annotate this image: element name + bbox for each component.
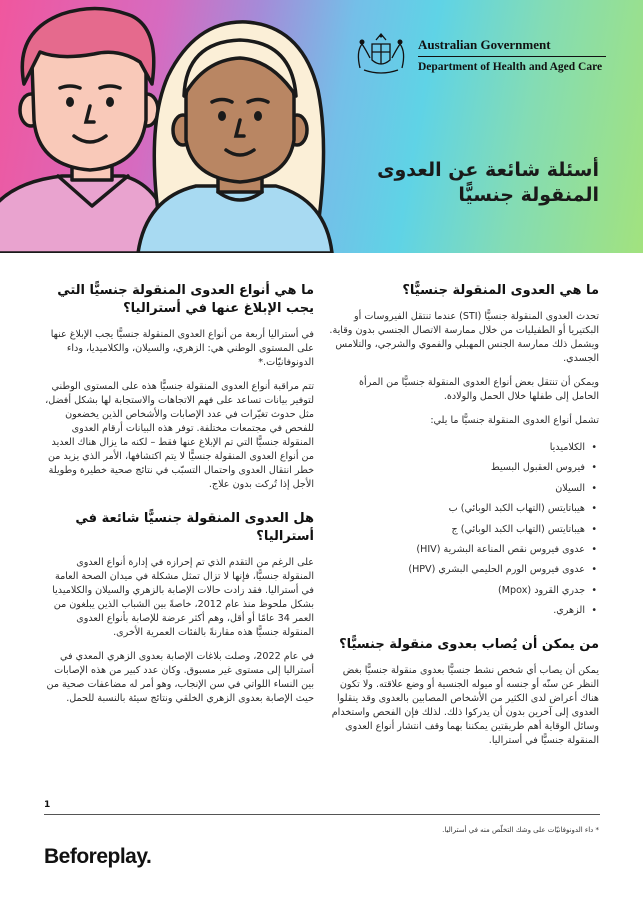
list-item: • هيباتايتس (التهاب الكبد الوبائي) ج	[329, 520, 585, 540]
people-illustration	[0, 0, 340, 253]
spacer	[44, 502, 314, 510]
government-name: Australian Government	[418, 37, 551, 52]
heading-notifiable-sti: ما هي أنواع العدوى المنقولة جنسيًّا التي يجب الإبلاغ عنها في أستراليا؟	[57, 283, 314, 316]
list-item: • عدوى فيروس نقص المناعة البشرية (HIV)	[329, 540, 585, 560]
coat-of-arms-icon	[352, 30, 410, 80]
heading-what-is-sti: ما هي العدوى المنقولة جنسيًّا؟	[402, 283, 599, 298]
brand-logo: Beforeplay.	[44, 845, 152, 868]
list-item: • هيباتايتس (التهاب الكبد الوبائي) ب	[329, 499, 585, 519]
heading-who-can-get-sti: من يمكن أن يُصاب بعدوى منقولة جنسيًّا؟	[339, 636, 599, 652]
paragraph: تحدث العدوى المنقولة جنسيًّا (STI) عندما تنتقل الفيروسات أو البكتيريا أو الطفيليات من خلال ممارسة الاتصال الجنسي بدون وقاية. ويشمل ذلك ممارسة الجنس المهبلي والفموي والشرجي، والتلامس الجسدي.	[329, 311, 599, 364]
paragraph: في عام 2022، وصلت بلاغات الإصابة بعدوى الزهري المعدي في أستراليا إلى مستوى غير مسبوق. وكان عدد كبير من هذه الإصابات بين النساء اللواتي في سن الإنجاب، وهو أمر له مضاعفات صحية من حيث الإصابة بعدوى الزهري الخلقي ونتائج سيئة بالنسبة للحمل.	[46, 651, 314, 704]
sti-list	[329, 438, 599, 622]
right-column	[329, 282, 599, 758]
paragraph: على الرغم من التقدم الذي تم إحرازه في إدارة أنواع العدوى المنقولة جنسيًّا، فإنها لا تزال تمثل مشكلة في ميدان الصحة العامة في أستراليا. فقد زادت حالات الإصابة بالزهري والسيلان والكلاميديا بشكل ملحوظ منذ عام 2012، خاصةً بين الشباب الذين يبلغون من العمر 34 عامًا أو أقل، وهم أكثر عرضة للإصابة بأنواع العدوى المنقولة جنسيًّا هذه مقارنةً بالفئات العمرية الأخرى.	[52, 557, 314, 638]
footer-divider	[44, 814, 600, 815]
page-title	[349, 158, 599, 208]
paragraph: في أستراليا أربعة من أنواع العدوى المنقولة جنسيًّا يجب الإبلاغ عنها على المستوى الوطني هي: الزهري، والسيلان، والكلاميديا، وداء الدونوفانيّات.*	[50, 329, 314, 368]
page-title-line-1: أسئلة شائعة عن العدوى	[377, 159, 599, 181]
government-logo	[352, 30, 612, 80]
logo-divider	[418, 56, 606, 57]
paragraph: يمكن أن يصاب أي شخص نشط جنسيًّا بعدوى منقولة جنسيًّا بغض النظر عن سنّه أو جنسه أو ميوله الجنسية أو وضع علاقته. ولا تكون هناك أعراض لدى الكثير من الأشخاص المصابين بالعدوى وقد ينقلوا العدوى إلى آخرين بدون أن يدركوا ذلك. لذلك فإن الفحص واستخدام وسائل الوقاية أهم طريقتين يمكننا بهما وقف انتشار أنواع العدوى المنقولة جنسيًّا في أستراليا.	[331, 664, 599, 746]
paragraph: ويمكن أن تنتقل بعض أنواع العدوى المنقولة جنسيًّا من المرأة الحامل إلى طفلها خلال الحمل والولادة.	[359, 377, 599, 402]
left-column	[44, 282, 314, 716]
paragraph: تتم مراقبة أنواع العدوى المنقولة جنسيًّا هذه على المستوى الوطني لتوفير بيانات تساعد على فهم الاتجاهات والاستجابة لها بشكل أفضل، مثل حدوث تغيّرات في عدد الإصابات والأشخاص الذين يخضعون للفحص في مجتمعات مختلفة. توفر هذه البيانات أرقام العدوى المنقولة جنسيًّا التي تم الإبلاغ عنها فقط – لكنه ما يزال هناك العديد من أنواع العدوى المنقولة جنسيًّا لا يتم اكتشافها، الأمر الذي يزيد من خطر انتقال العدوى واحتمال التسبّب في نتائج صحية خطيرة وطويلة الأجل إذا تُركت بدون علاج.	[45, 381, 314, 490]
list-item: • الكلاميديا	[329, 438, 585, 458]
page-number: 1	[44, 800, 51, 810]
header-banner	[0, 0, 643, 253]
list-item: • عدوى فيروس الورم الحليمي البشري (HPV)	[329, 560, 585, 580]
list-item: • فيروس العقبول البسيط	[329, 458, 585, 478]
paragraph: تشمل أنواع العدوى المنقولة جنسيًّا ما يلي:	[430, 415, 599, 426]
heading-sti-common: هل العدوى المنقولة جنسيًّا شائعة في أستراليا؟	[75, 511, 314, 544]
list-item: • جدري القرود (Mpox)	[329, 581, 585, 601]
list-item: • السيلان	[329, 479, 585, 499]
department-name: Department of Health and Aged Care	[418, 61, 603, 73]
footnote: * داء الدونوفانيّات على وشك التخلّص منه في أستراليا.	[442, 826, 599, 834]
page-title-line-2: المنقولة جنسيًّا	[458, 184, 599, 206]
list-item: • الزهري.	[329, 601, 585, 621]
